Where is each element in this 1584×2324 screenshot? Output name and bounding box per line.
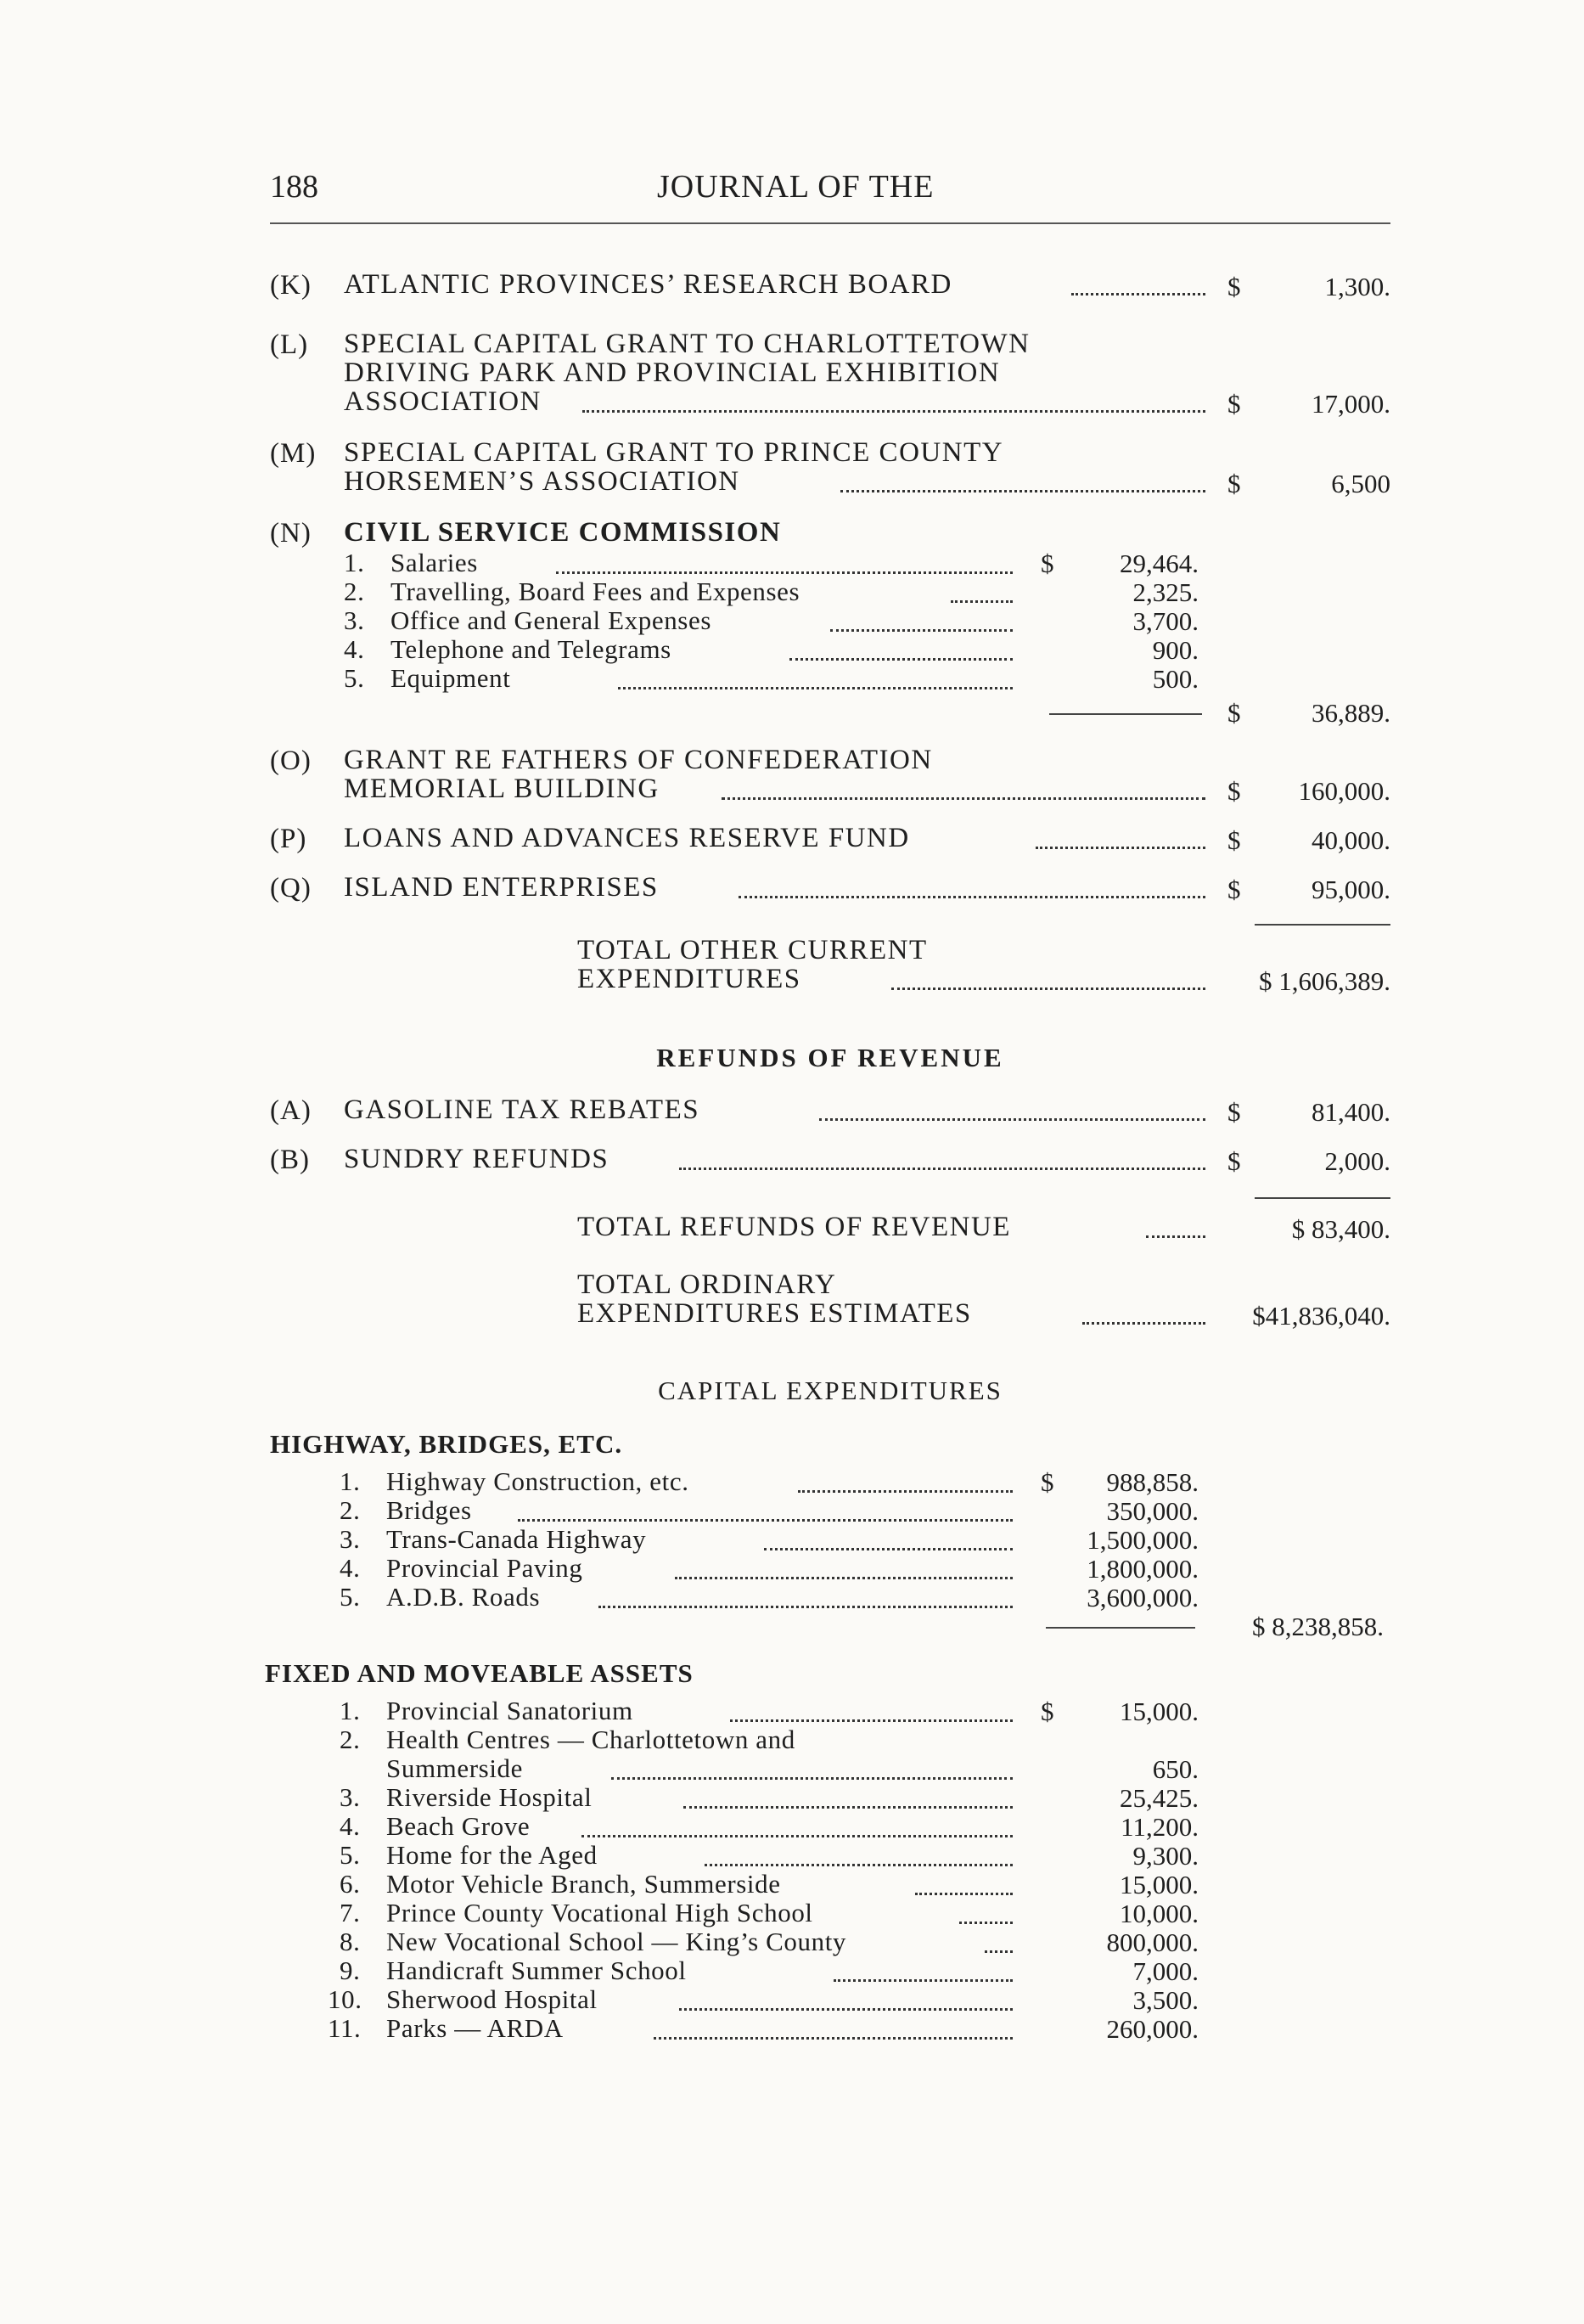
- leader-dots: [959, 1922, 1013, 1924]
- leader-dots: [618, 687, 1013, 689]
- leader-dots: [581, 1835, 1013, 1837]
- section-heading: CAPITAL EXPENDITURES: [658, 1376, 1003, 1405]
- leader-dots: [840, 490, 1205, 492]
- currency: $: [1227, 469, 1241, 498]
- leader-dots: [654, 2037, 1013, 2040]
- leader-dots: [951, 600, 1013, 603]
- amount: 17,000.: [1312, 389, 1390, 419]
- leader-dots: [675, 1577, 1013, 1579]
- currency: $: [1227, 389, 1241, 419]
- leader-dots: [1082, 1322, 1205, 1325]
- item-text: ATLANTIC PROVINCES’ RESEARCH BOARD: [344, 269, 952, 300]
- leader-dots: [789, 658, 1013, 661]
- leader-dots: [611, 1777, 1013, 1780]
- leader-dots: [556, 571, 1013, 574]
- subtotal-rule: [1046, 1627, 1195, 1629]
- item-label: (M): [270, 438, 317, 469]
- subtotal-rule: [1049, 713, 1202, 715]
- leader-dots: [598, 1606, 1013, 1608]
- header-rule: [270, 222, 1390, 224]
- leader-dots: [1146, 1235, 1205, 1238]
- total-rule: [1255, 1197, 1390, 1199]
- item-label: (L): [270, 329, 309, 360]
- item-text-line: ASSOCIATION: [344, 386, 542, 417]
- item-text-line: HORSEMEN’S ASSOCIATION: [344, 466, 740, 497]
- leader-dots: [722, 797, 1205, 800]
- leader-dots: [1036, 847, 1205, 849]
- leader-dots: [915, 1893, 1013, 1895]
- leader-dots: [683, 1806, 1013, 1809]
- leader-dots: [985, 1950, 1013, 1953]
- leader-dots: [739, 896, 1205, 898]
- page-number: 188: [270, 169, 318, 205]
- leader-dots: [819, 1118, 1205, 1121]
- leader-dots: [679, 2008, 1013, 2011]
- leader-dots: [518, 1519, 1013, 1522]
- running-head: JOURNAL OF THE: [657, 169, 935, 205]
- subtotal-amount: 36,889.: [1312, 698, 1390, 728]
- leader-dots: [764, 1548, 1013, 1550]
- currency: $: [1227, 272, 1241, 301]
- leader-dots: [891, 988, 1205, 990]
- leader-dots: [1071, 293, 1205, 295]
- leader-dots: [582, 410, 1205, 413]
- leader-dots: [730, 1719, 1013, 1722]
- item-text-line: DRIVING PARK AND PROVINCIAL EXHIBITION: [344, 357, 1001, 388]
- amount: 1,300.: [1324, 272, 1390, 301]
- item-text-line: SPECIAL CAPITAL GRANT TO CHARLOTTETOWN: [344, 329, 1031, 359]
- leader-dots: [830, 629, 1013, 632]
- total-rule: [1255, 924, 1390, 926]
- section-heading: REFUNDS OF REVENUE: [656, 1043, 1004, 1072]
- leader-dots: [834, 1979, 1013, 1982]
- section-title: CIVIL SERVICE COMMISSION: [344, 517, 782, 548]
- item-label: (K): [270, 270, 312, 301]
- leader-dots: [705, 1864, 1013, 1866]
- subsection-title: HIGHWAY, BRIDGES, ETC.: [270, 1429, 623, 1459]
- item-label: (N): [270, 518, 312, 549]
- item-text-line: SPECIAL CAPITAL GRANT TO PRINCE COUNTY: [344, 437, 1004, 468]
- leader-dots: [679, 1168, 1205, 1170]
- subtotal-amount: $ 8,238,858.: [1252, 1612, 1384, 1641]
- leader-dots: [798, 1490, 1013, 1493]
- amount: 6,500: [1331, 469, 1390, 498]
- subsection-title: FIXED AND MOVEABLE ASSETS: [265, 1658, 694, 1688]
